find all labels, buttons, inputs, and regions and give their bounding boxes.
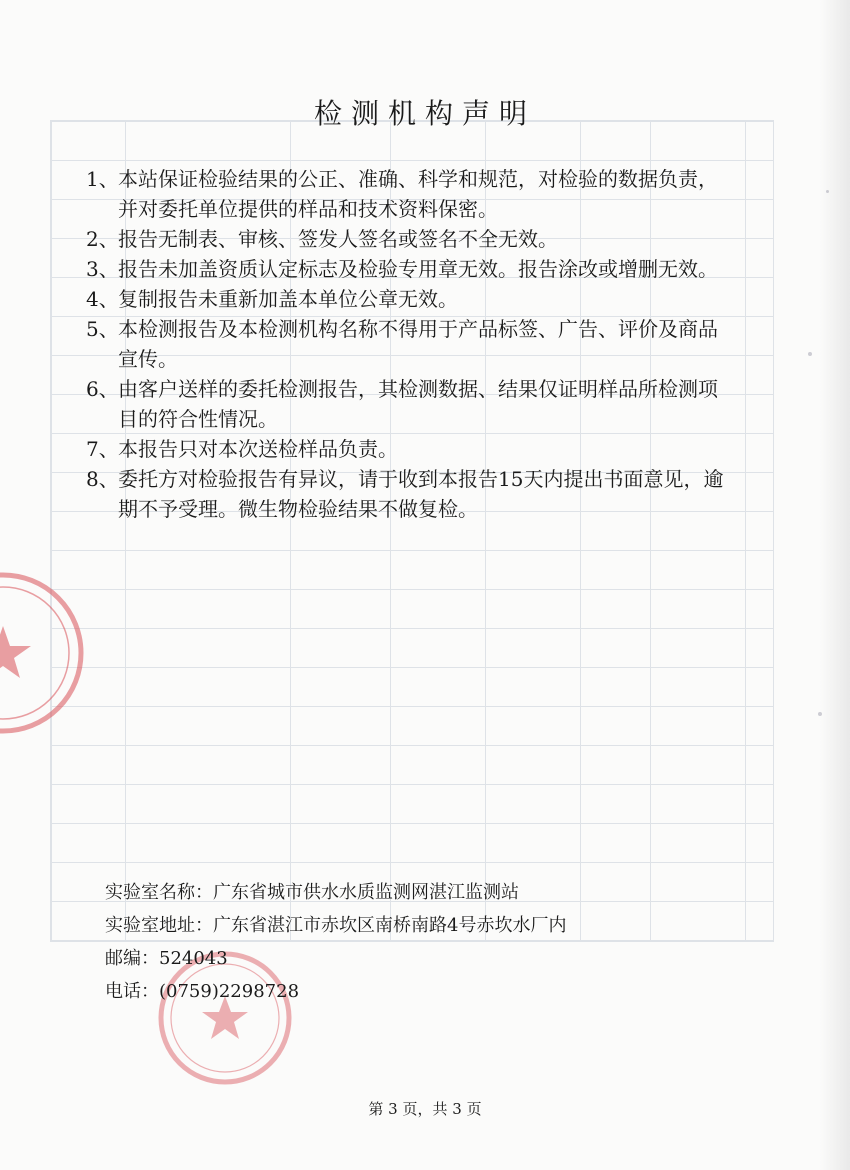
postcode: 524043 <box>159 948 228 969</box>
item-number: 6、 <box>86 377 119 401</box>
item-text: 委托方对检验报告有异议，请于收到本报告15天内提出书面意见，逾期不予受理。微生物检验结果不做复检。 <box>118 467 724 521</box>
phone-row <box>105 975 725 1008</box>
lab-name-label: 实验室名称： <box>105 882 213 903</box>
declaration-item <box>86 374 726 434</box>
item-text: 报告无制表、审核、签发人签名或签名不全无效。 <box>118 227 558 251</box>
postcode-label: 邮编： <box>105 948 159 969</box>
red-seal-stamp <box>0 568 88 738</box>
lab-info <box>105 876 725 1008</box>
page-number: 第 3 页，共 3 页 <box>368 1100 482 1118</box>
lab-address-label: 实验室地址： <box>105 915 213 936</box>
lab-address: 广东省湛江市赤坎区南桥南路4号赤坎水厂内 <box>213 915 567 936</box>
page-title: 检测机构声明 <box>313 97 536 130</box>
scan-speck <box>808 352 812 356</box>
item-number: 2、 <box>86 227 119 251</box>
declaration-item <box>86 464 726 524</box>
lab-name-row <box>105 876 725 909</box>
scan-speck <box>818 712 822 716</box>
reverse-col-line <box>745 120 746 940</box>
postcode-row <box>105 942 725 975</box>
lab-name: 广东省城市供水水质监测网湛江监测站 <box>213 882 519 903</box>
reverse-title-ghost <box>200 48 640 73</box>
declaration-list <box>86 164 726 524</box>
declaration-item <box>86 164 726 224</box>
item-number: 3、 <box>86 257 119 281</box>
scan-speck <box>826 190 829 193</box>
lab-address-row <box>105 909 725 942</box>
declaration-item <box>86 224 726 254</box>
item-number: 5、 <box>86 317 119 341</box>
item-text: 本检测报告及本检测机构名称不得用于产品标签、广告、评价及商品宣传。 <box>118 317 718 371</box>
item-number: 4、 <box>86 287 119 311</box>
item-text: 复制报告未重新加盖本单位公章无效。 <box>118 287 458 311</box>
declaration-item <box>86 284 726 314</box>
declaration-item <box>86 314 726 374</box>
item-text: 本站保证检验结果的公正、准确、科学和规范，对检验的数据负责，并对委托单位提供的样品和技术资料保密。 <box>118 167 718 221</box>
item-text: 由客户送样的委托检测报告，其检测数据、结果仅证明样品所检测项目的符合性情况。 <box>118 377 718 431</box>
item-text: 报告未加盖资质认定标志及检验专用章无效。报告涂改或增删无效。 <box>118 257 718 281</box>
phone: (0759)2298728 <box>159 981 300 1002</box>
item-number: 8、 <box>86 467 119 491</box>
declaration-item <box>86 254 726 284</box>
phone-label: 电话： <box>105 981 159 1002</box>
item-number: 1、 <box>86 167 119 191</box>
item-number: 7、 <box>86 437 119 461</box>
declaration-item <box>86 434 726 464</box>
item-text: 本报告只对本次送检样品负责。 <box>118 437 398 461</box>
